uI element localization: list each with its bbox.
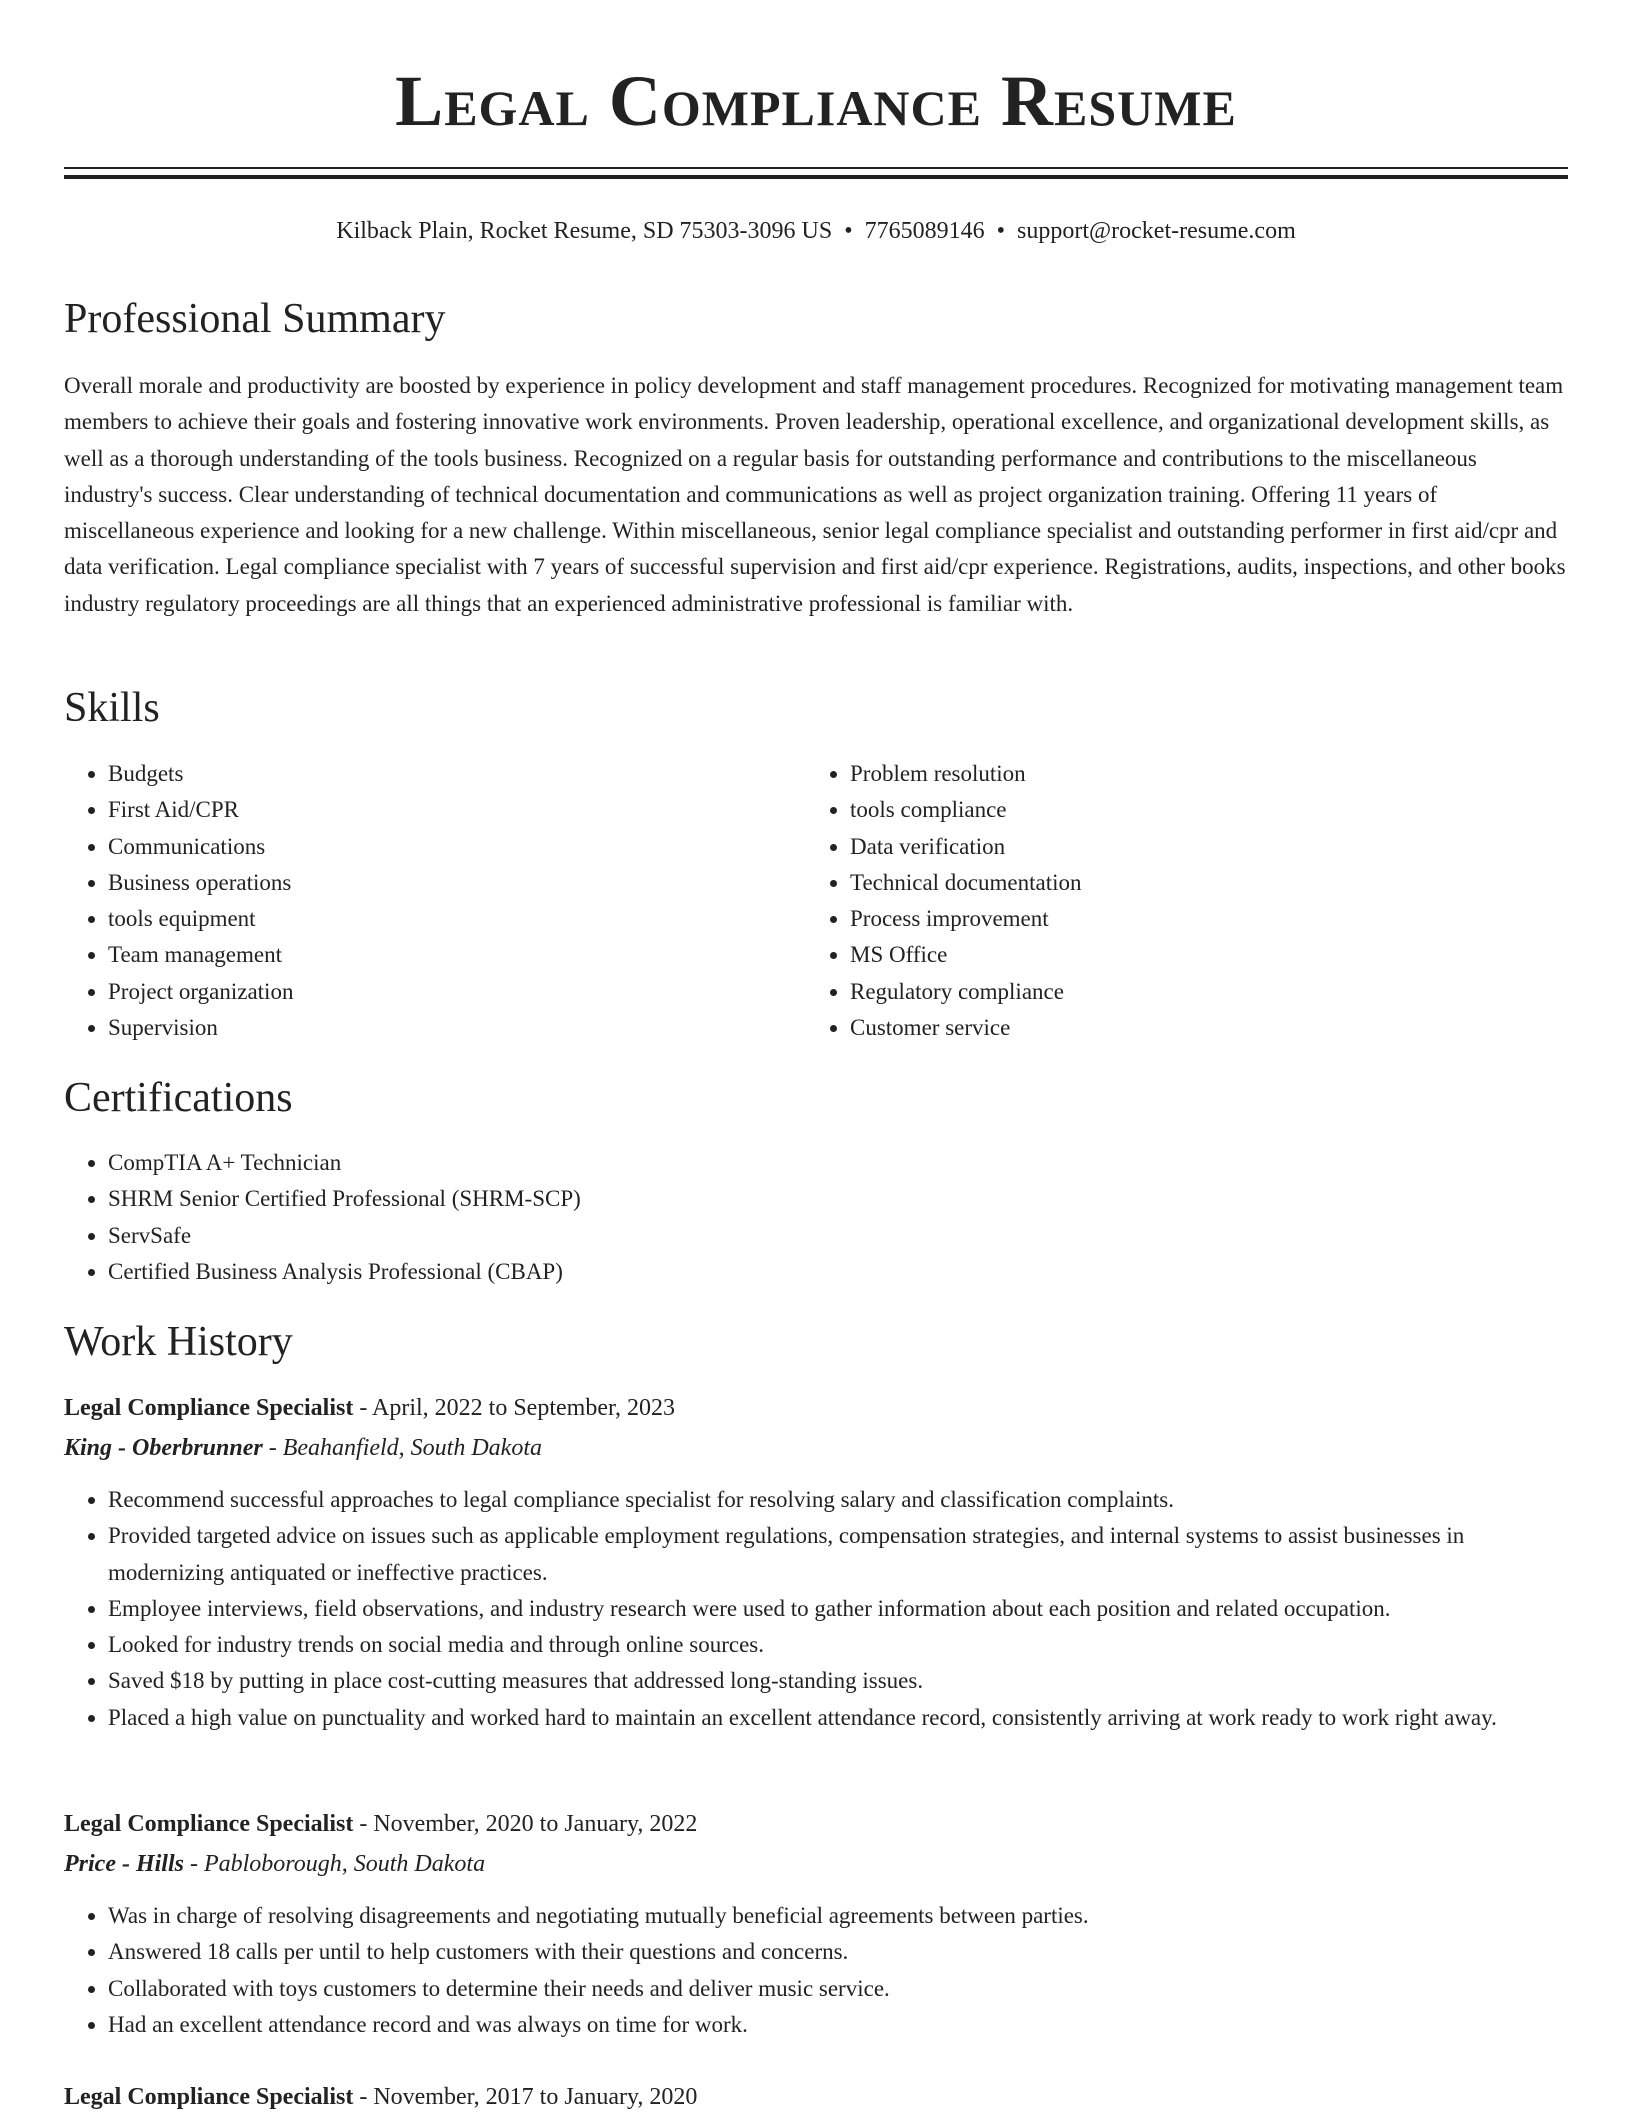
contact-phone: 7765089146 [864, 218, 985, 244]
certification-item: • SHRM Senior Certified Professional (SHRM-SCP) [108, 1181, 1568, 1217]
job-bullet: • Was in charge of resolving disagreements and negotiating mutually beneficial agreements between parties. [108, 1898, 1568, 1934]
contact-line [64, 216, 1568, 246]
skill-item: • Technical documentation [850, 865, 1082, 901]
contact-separator: • [844, 218, 853, 244]
certifications-heading: Certifications [64, 1075, 293, 1121]
job-dates: - April, 2022 to September, 2023 [353, 1395, 675, 1421]
job-bullets [64, 1898, 1568, 2043]
resume-title: Legal Compliance Resume [395, 61, 1237, 141]
job-dates: - November, 2017 to January, 2020 [353, 2084, 698, 2110]
job-employer-line [64, 1430, 542, 1466]
job-bullet: • Saved $18 by putting in place cost-cutting measures that addressed long-standing issues. [108, 1663, 1568, 1699]
skill-item: • Problem resolution [850, 756, 1082, 792]
skill-item: • Data verification [850, 829, 1082, 865]
work-history-heading: Work History [64, 1319, 293, 1365]
job-bullet: • Collaborated with toys customers to determine their needs and deliver music service. [108, 1971, 1568, 2007]
certifications-list [64, 1145, 1568, 1290]
skill-item: • tools compliance [850, 792, 1082, 828]
job-bullets [64, 1482, 1568, 1736]
skill-item: • Business operations [108, 865, 806, 901]
resume-page [64, 0, 1568, 2110]
job-title-line [64, 2079, 697, 2115]
contact-address: Kilback Plain, Rocket Resume, SD 75303-3096 US [336, 218, 833, 244]
skill-item: • Budgets [108, 756, 806, 792]
skill-item: • Communications [108, 829, 806, 865]
job-bullet: • Placed a high value on punctuality and worked hard to maintain an excellent attendance record, consistently arriving at work ready to work right away. [108, 1700, 1568, 1736]
skill-item: • Team management [108, 937, 806, 973]
title-rule-top [64, 167, 1568, 169]
job-bullet: • Provided targeted advice on issues such as applicable employment regulations, compensation strategies, and internal systems to assist businesses in modernizing antiquated or ineffective practices. [108, 1518, 1568, 1591]
skills-list [64, 756, 1568, 1046]
job-title-line [64, 1806, 697, 1842]
job-bullet: • Recommend successful approaches to legal compliance specialist for resolving salary and classification complaints. [108, 1482, 1568, 1518]
skill-item: • Supervision [108, 1010, 806, 1046]
job-location: - Pabloborough, South Dakota [183, 1851, 486, 1877]
job-title: Legal Compliance Specialist [64, 1395, 354, 1421]
job-location: - Beahanfield, South Dakota [262, 1435, 542, 1461]
skill-item: • MS Office [850, 937, 1082, 973]
job-bullet: • Looked for industry trends on social media and through online sources. [108, 1627, 1568, 1663]
skill-item: • Customer service [850, 1010, 1082, 1046]
job-bullet: • Employee interviews, field observations, and industry research were used to gather information about each position and related occupation. [108, 1591, 1568, 1627]
job-dates: - November, 2020 to January, 2022 [353, 1811, 698, 1837]
contact-email: support@rocket-resume.com [1017, 218, 1296, 244]
skill-item: • tools equipment [108, 901, 806, 937]
certification-item: • Certified Business Analysis Professional (CBAP) [108, 1254, 1568, 1290]
certification-item: • CompTIA A+ Technician [108, 1145, 1568, 1181]
skills-column-right [806, 756, 1082, 1046]
job-bullet: • Had an excellent attendance record and was always on time for work. [108, 2007, 1568, 2043]
skill-item: • First Aid/CPR [108, 792, 806, 828]
skill-item: • Process improvement [850, 901, 1082, 937]
job-employer: King - Oberbrunner [64, 1435, 263, 1461]
skills-heading: Skills [64, 685, 160, 731]
contact-separator: • [996, 218, 1006, 244]
skills-column-left [64, 756, 806, 1046]
job-employer: Price - Hills [64, 1851, 184, 1877]
job-bullet: • Answered 18 calls per until to help customers with their questions and concerns. [108, 1934, 1568, 1970]
job-employer-line [64, 1846, 485, 1882]
skill-item: • Project organization [108, 974, 806, 1010]
skill-item: • Regulatory compliance [850, 974, 1082, 1010]
job-title-line [64, 1390, 675, 1426]
summary-heading: Professional Summary [64, 296, 446, 342]
job-title: Legal Compliance Specialist [64, 1811, 354, 1837]
summary-text: Overall morale and productivity are boosted by experience in policy development and staff management procedures. Recognized for motivating management team members to achieve their goals and fostering innovative work environments. Proven leadership, operational excellence, and organizational development skills, as well as a thorough understanding of the tools business. Recognized on a regular basis for outstanding performance and contributions to the miscellaneous industry's success. Clear understanding of technical documentation and communications as well as project organization training. Offering 11 years of miscellaneous experience and looking for a new challenge. Within miscellaneous, senior legal compliance specialist and outstanding performer in first aid/cpr and data verification. Legal compliance specialist with 7 years of successful supervision and first aid/cpr experience. Registrations, audits, inspections, and other books industry regulatory proceedings are all things that an experienced administrative professional is familiar with. [64, 373, 1566, 616]
certification-item: • ServSafe [108, 1218, 1568, 1254]
title-rule-bottom [64, 175, 1568, 179]
job-title: Legal Compliance Specialist [64, 2084, 354, 2110]
